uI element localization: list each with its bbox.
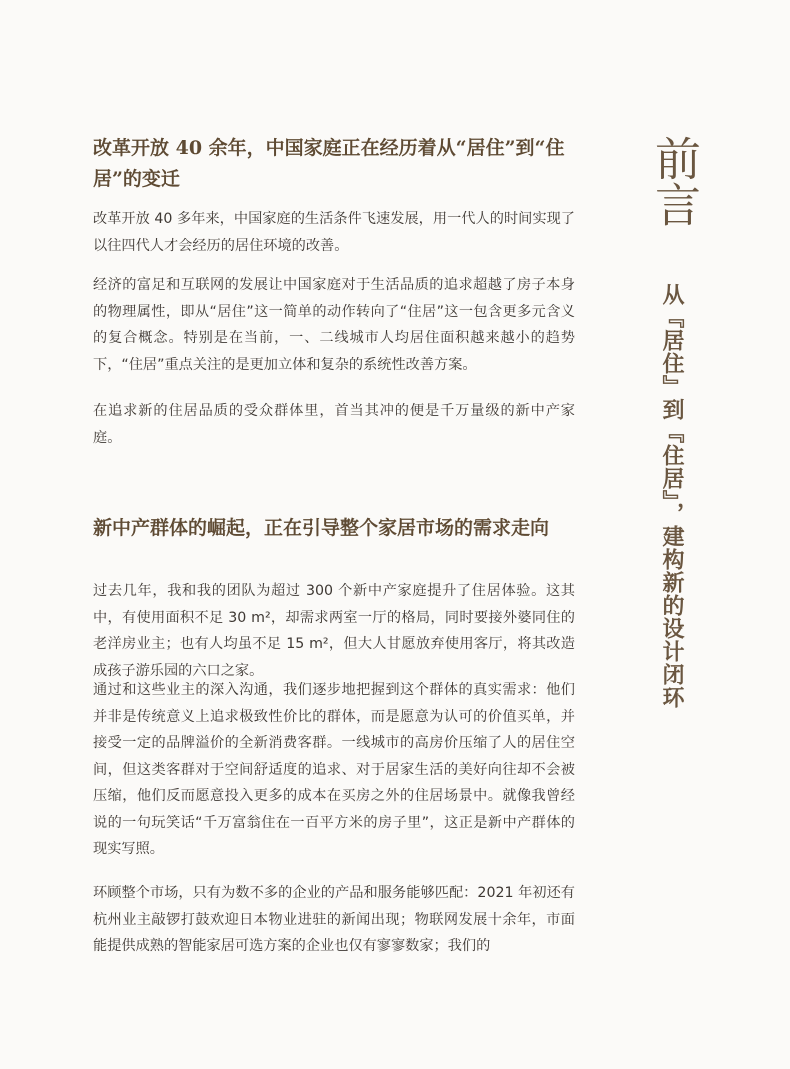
section-heading-1: 改革开放 40 余年，中国家庭正在经历着从“居住”到“住居”的变迁 [93, 137, 565, 190]
preface-title: 前言 [648, 135, 702, 227]
paragraph: 环顾整个市场，只有为数不多的企业的产品和服务能够匹配：2021 年初还有杭州业主敲锣打鼓欢迎日本物业进驻的新闻出现；物联网发展十余年，市面能提供成熟的智能家居可选方案的企业也仅有寥寥数家；我们的 [93, 885, 575, 954]
preface-subtitle: 从『居住』到『住居』，建构新的设计闭环 [659, 283, 685, 709]
paragraph: 在追求新的住居品质的受众群体里，首当其冲的便是千万量级的新中产家庭。 [93, 403, 575, 446]
section-heading-2: 新中产群体的崛起，正在引导整个家居市场的需求走向 [93, 517, 550, 539]
paragraph: 经济的富足和互联网的发展让中国家庭对于生活品质的追求超越了房子本身的物理属性，即从“居住”这一简单的动作转向了“住居”这一包含更多元含义的复合概念。特别是在当前，一、二线城市人均居住面积越来越小的趋势下，“住居”重点关注的是更加立体和复杂的系统性改善方案。 [93, 277, 575, 373]
paragraph: 过去几年，我和我的团队为超过 300 个新中产家庭提升了住居体验。这其中，有使用面积不足 30 m²，却需求两室一厅的格局，同时要接外婆同住的老洋房业主；也有人均虽不足 15 m²，但大人甘愿放弃使用客厅，将其改造成孩子游乐园的六口之家。 [93, 583, 575, 679]
paragraph: 改革开放 40 多年来，中国家庭的生活条件飞速发展，用一代人的时间实现了以往四代人才会经历的居住环境的改善。 [93, 211, 575, 254]
paragraph: 通过和这些业主的深入沟通，我们逐步地把握到这个群体的真实需求：他们并非是传统意义上追求极致性价比的群体，而是愿意为认可的价值买单，并接受一定的品牌溢价的全新消费客群。一线城市的高房价压缩了人的居住空间，但这类客群对于空间舒适度的追求、对于居家生活的美好向往却不会被压缩，他们反而愿意投入更多的成本在买房之外的住居场景中。就像我曾经说的一句玩笑话“千万富翁住在一百平方米的房子里”，这正是新中产群体的现实写照。 [93, 682, 575, 857]
